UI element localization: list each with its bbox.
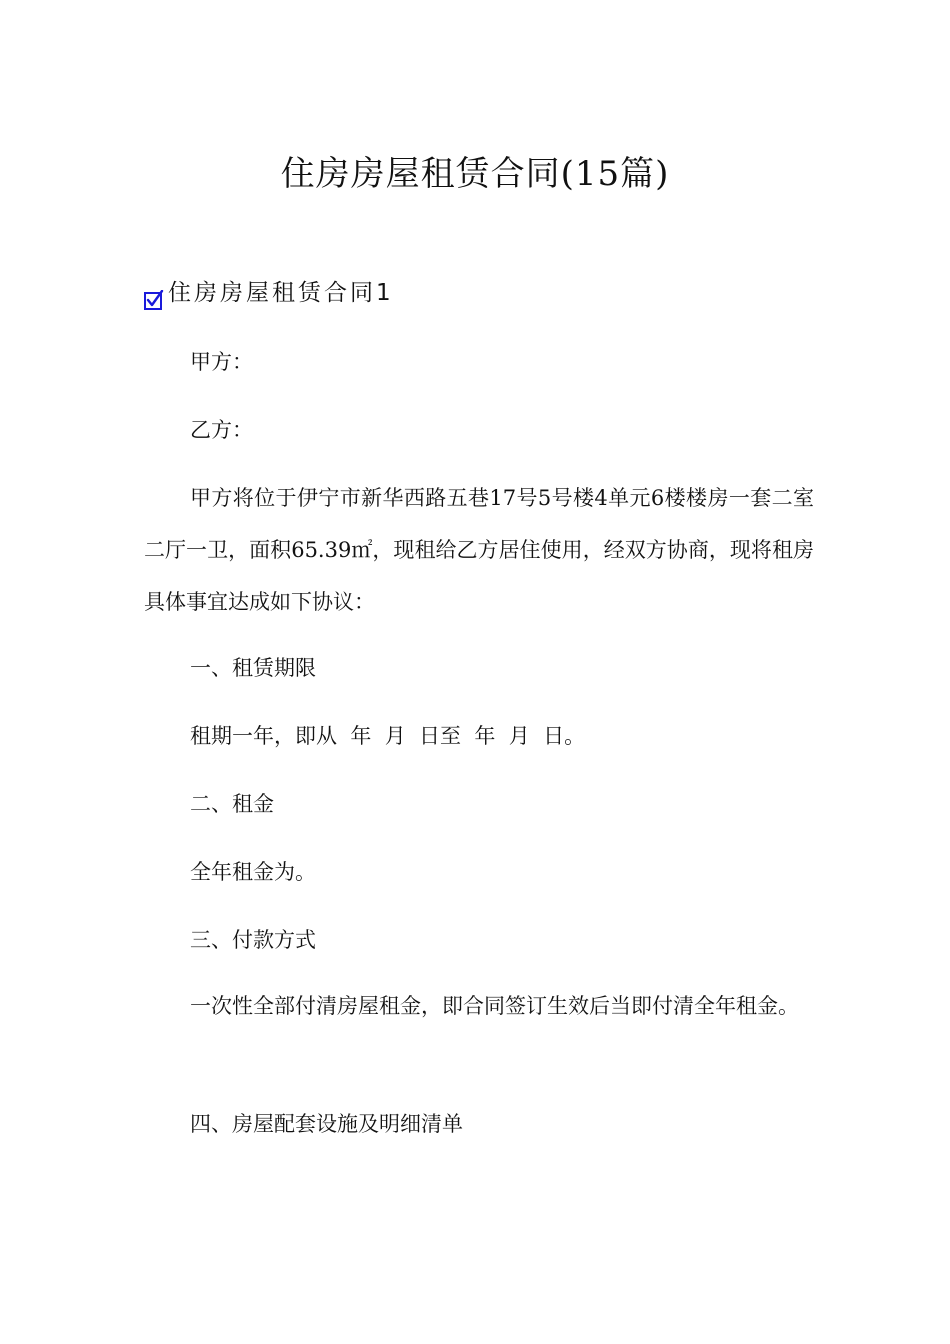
clause-heading-facilities: 四、房屋配套设施及明细清单 <box>190 1112 463 1136</box>
rent-paragraph: 全年租金为。 <box>190 860 316 884</box>
section-heading <box>144 276 394 310</box>
party-a-line: 甲方： <box>190 350 253 374</box>
checked-checkbox-icon <box>144 286 164 306</box>
document-title: 住房房屋租赁合同(15篇) <box>280 154 670 194</box>
clause-heading-rent: 二、租金 <box>190 792 274 816</box>
party-b-line: 乙方： <box>190 418 253 442</box>
payment-paragraph: 一次性全部付清房屋租金，即合同签订生效后当即付清全年租金。 <box>190 994 799 1018</box>
term-paragraph: 租期一年，即从 年 月 日至 年 月 日。 <box>190 724 586 748</box>
clause-heading-term: 一、租赁期限 <box>190 656 316 680</box>
clause-heading-payment: 三、付款方式 <box>190 928 316 952</box>
section-heading-text: 住房房屋租赁合同1 <box>168 280 394 306</box>
contract-intro-paragraph: 甲方将位于伊宁市新华西路五巷17号5号楼4单元6楼楼房一套二室二厅一卫，面积65.39㎡，现租给乙方居住使用，经双方协商，现将租房具体事宜达成如下协议： <box>144 486 814 614</box>
